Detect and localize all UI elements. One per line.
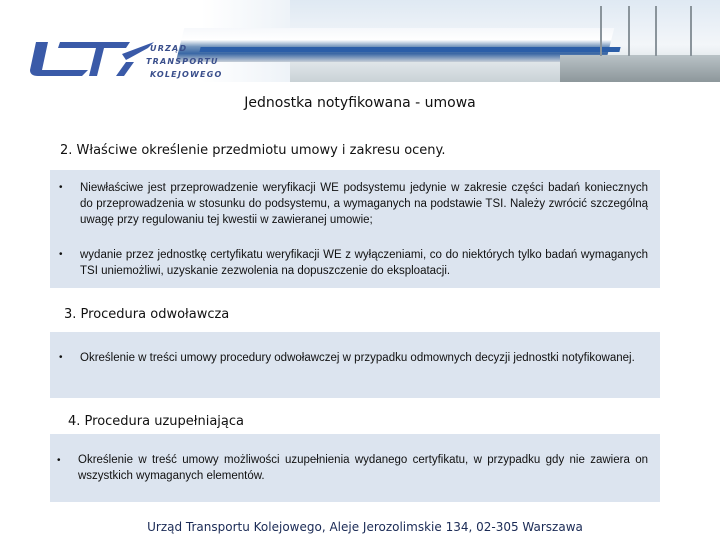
list-item: Określenie w treść umowy możliwości uzupełnienia wydanego certyfikatu, w przypadku gdy nie zawiera on wszystkich wymaganych elementów. (78, 454, 648, 482)
slide-title: Jednostka notyfikowana - umowa (244, 95, 476, 111)
section-heading: 4. Procedura uzupełniająca (68, 414, 244, 429)
bullet-icon: • (57, 455, 61, 466)
header-banner (0, 0, 720, 82)
catenary-pole (628, 6, 630, 56)
logo-text-line: TRANSPORTU (146, 57, 219, 66)
list-item: Niewłaściwe jest przeprowadzenie weryfikacji WE podsystemu jedynie w zakresie części badań koniecznych do przeprowadzenia w stosunku do podsystemu, a wymaganych na podstawie TSI. Należy zwrócić szczególną uwagę przy regulowaniu tej kwestii w zawieranej umowie; (80, 182, 648, 226)
catenary-pole (690, 6, 692, 56)
logo-text-line: KOLEJOWEGO (150, 70, 223, 79)
catenary-pole (600, 6, 602, 56)
train-stripe (199, 47, 620, 52)
platform-image (560, 55, 720, 82)
logo-text-line: URZĄD (150, 44, 188, 53)
bullet-icon: • (59, 249, 63, 260)
bullet-icon: • (59, 352, 63, 363)
section-heading: 2. Właściwe określenie przedmiotu umowy i zakresu oceny. (60, 143, 446, 158)
bullet-icon: • (59, 182, 63, 193)
utk-logo-icon (30, 40, 155, 78)
list-item: wydanie przez jednostkę certyfikatu weryfikacji WE z wyłączeniami, co do niektórych tylko badań wymaganych TSI uniemożliwi, uzyskanie zezwolenia na dopuszczenie do eksploatacji. (80, 249, 648, 277)
list-item: Określenie w treści umowy procedury odwoławczej w przypadku odmownych decyzji jednostki notyfikowanej. (80, 352, 635, 364)
section-heading: 3. Procedura odwoławcza (64, 307, 230, 322)
footer-address: Urząd Transportu Kolejowego, Aleje Jerozolimskie 134, 02-305 Warszawa (147, 520, 583, 534)
catenary-pole (655, 6, 657, 56)
